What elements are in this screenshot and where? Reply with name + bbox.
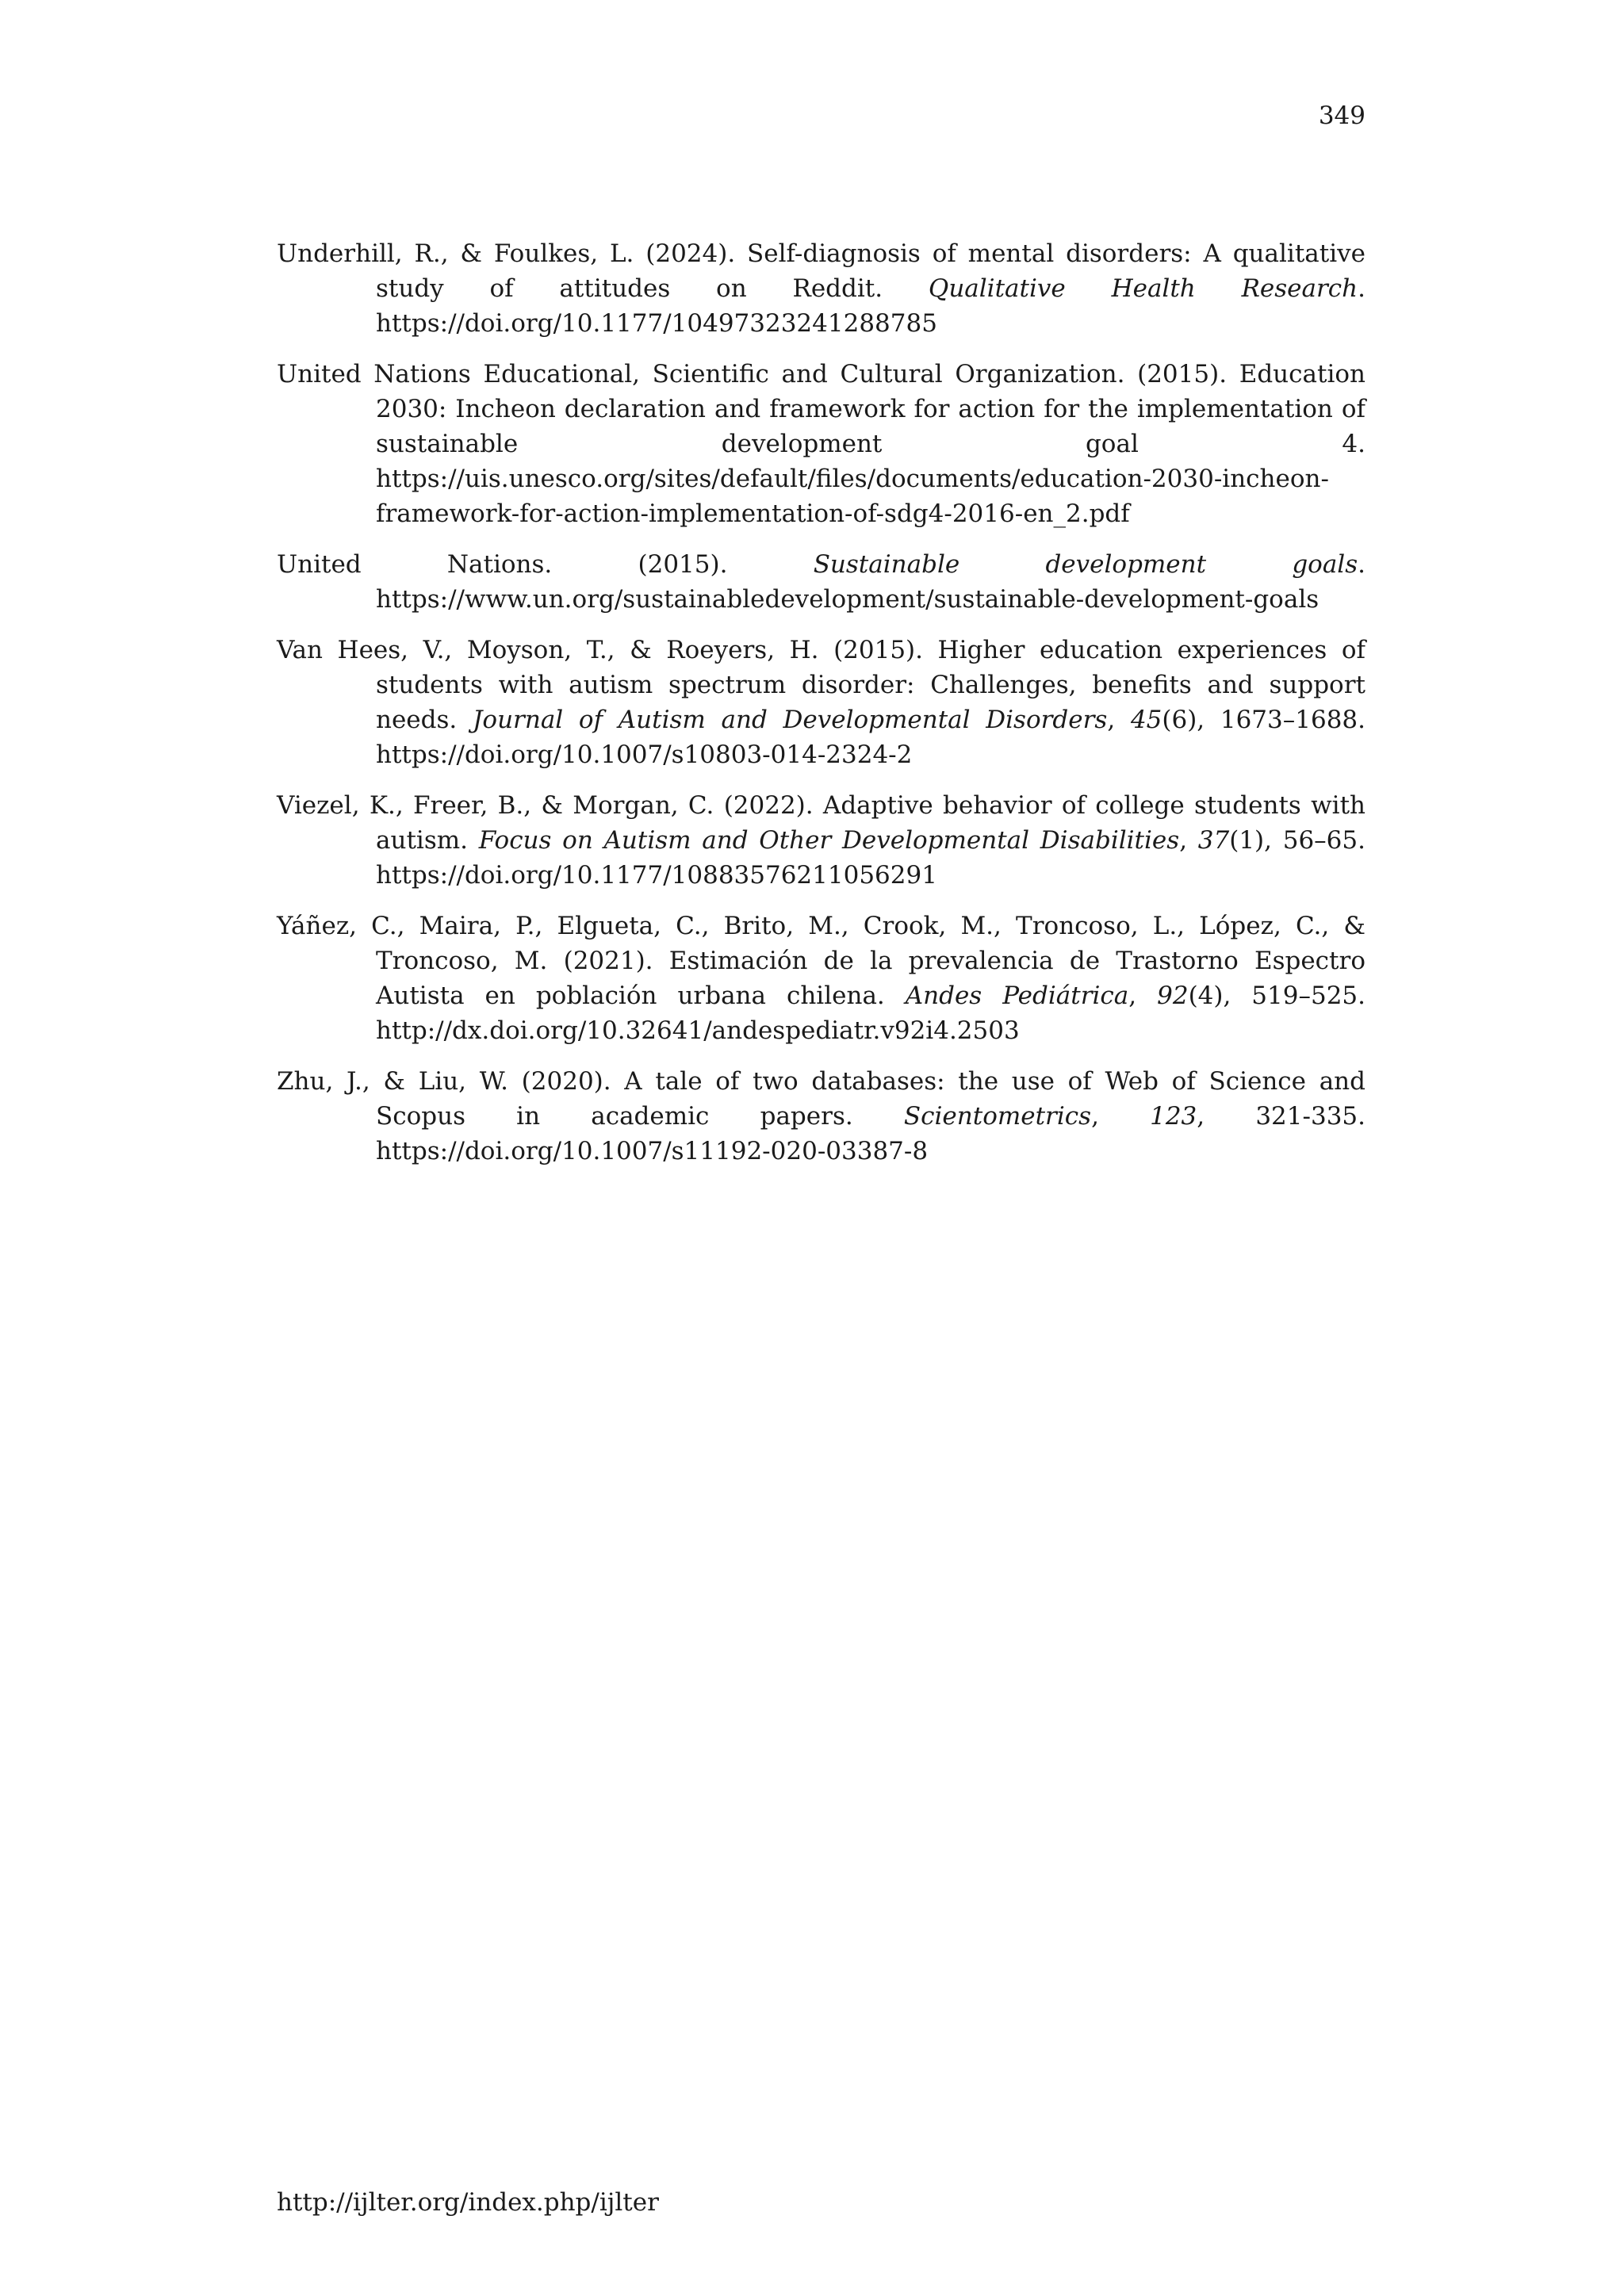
journal-title: Andes Pediátrica xyxy=(905,982,1129,1010)
volume-number: 45 xyxy=(1130,706,1162,734)
reference-text: , xyxy=(1128,982,1158,1010)
reference-text: Van Hees, V., Moyson, T., & Roeyers, H. (2015). Higher education experiences of students with autism spectrum disorder: Challenges, benefits and support needs. xyxy=(277,636,1365,734)
reference-text: , 321-335. https://doi.org/10.1007/s11192-020-03387-8 xyxy=(376,1102,1365,1165)
journal-title: Focus on Autism and Other Developmental Disabilities xyxy=(478,826,1180,855)
reference-text: (1), 56–65. https://doi.org/10.1177/10883576211056291 xyxy=(376,826,1365,890)
reference-entry xyxy=(277,547,1365,617)
reference-text: Yáñez, C., Maira, P., Elgueta, C., Brito, M., Crook, M., Troncoso, L., López, C., & Troncoso, M. (2021). Estimación de la prevalencia de Trastorno Espectro Autista en población urbana chilena. xyxy=(277,912,1365,1010)
reference-text: , xyxy=(1179,826,1198,855)
reference-text: , xyxy=(1107,706,1131,734)
journal-title: Journal of Autism and Developmental Disorders xyxy=(472,706,1108,734)
volume-number: 123 xyxy=(1150,1102,1197,1131)
reference-text: Viezel, K., Freer, B., & Morgan, C. (2022). Adaptive behavior of college students with autism. xyxy=(277,791,1365,855)
reference-text: Underhill, R., & Foulkes, L. (2024). Self-diagnosis of mental disorders: A qualitative study of attitudes on Reddit. xyxy=(277,239,1365,303)
journal-title: Qualitative Health Research xyxy=(928,274,1358,303)
reference-entry xyxy=(277,1064,1365,1169)
reference-text: United Nations. (2015). xyxy=(277,550,814,579)
reference-text: , xyxy=(1091,1102,1151,1131)
reference-entry xyxy=(277,633,1365,772)
volume-number: 92 xyxy=(1157,982,1189,1010)
reference-list xyxy=(277,236,1365,1184)
volume-number: 37 xyxy=(1197,826,1230,855)
reference-entry xyxy=(277,788,1365,893)
reference-entry xyxy=(277,357,1365,531)
reference-entry xyxy=(277,909,1365,1048)
reference-text: . https://www.un.org/sustainabledevelopment/sustainable-development-goals xyxy=(376,550,1365,614)
reference-text: United Nations Educational, Scientific and Cultural Organization. (2015). Education 2030: Incheon declaration and framework for action for the implementation of sustainable development goal 4. https://uis.unesco.org/sites/default/files/documents/education-2030-incheon-framework-for-action-implementation-of-sdg4-2016-en_2.pdf xyxy=(277,360,1365,528)
reference-entry xyxy=(277,236,1365,341)
page-number: 349 xyxy=(1318,101,1365,130)
reference-text: Zhu, J., & Liu, W. (2020). A tale of two databases: the use of Web of Science and Scopus in academic papers. xyxy=(277,1067,1365,1131)
reference-text: (4), 519–525. http://dx.doi.org/10.32641/andespediatr.v92i4.2503 xyxy=(376,982,1365,1045)
reference-text: . https://doi.org/10.1177/10497323241288785 xyxy=(376,274,1365,338)
footer-url: http://ijlter.org/index.php/ijlter xyxy=(277,2188,659,2217)
work-title: Sustainable development goals xyxy=(813,550,1358,579)
journal-title: Scientometrics xyxy=(903,1102,1092,1131)
reference-text: (6), 1673–1688. https://doi.org/10.1007/s10803-014-2324-2 xyxy=(376,706,1366,769)
